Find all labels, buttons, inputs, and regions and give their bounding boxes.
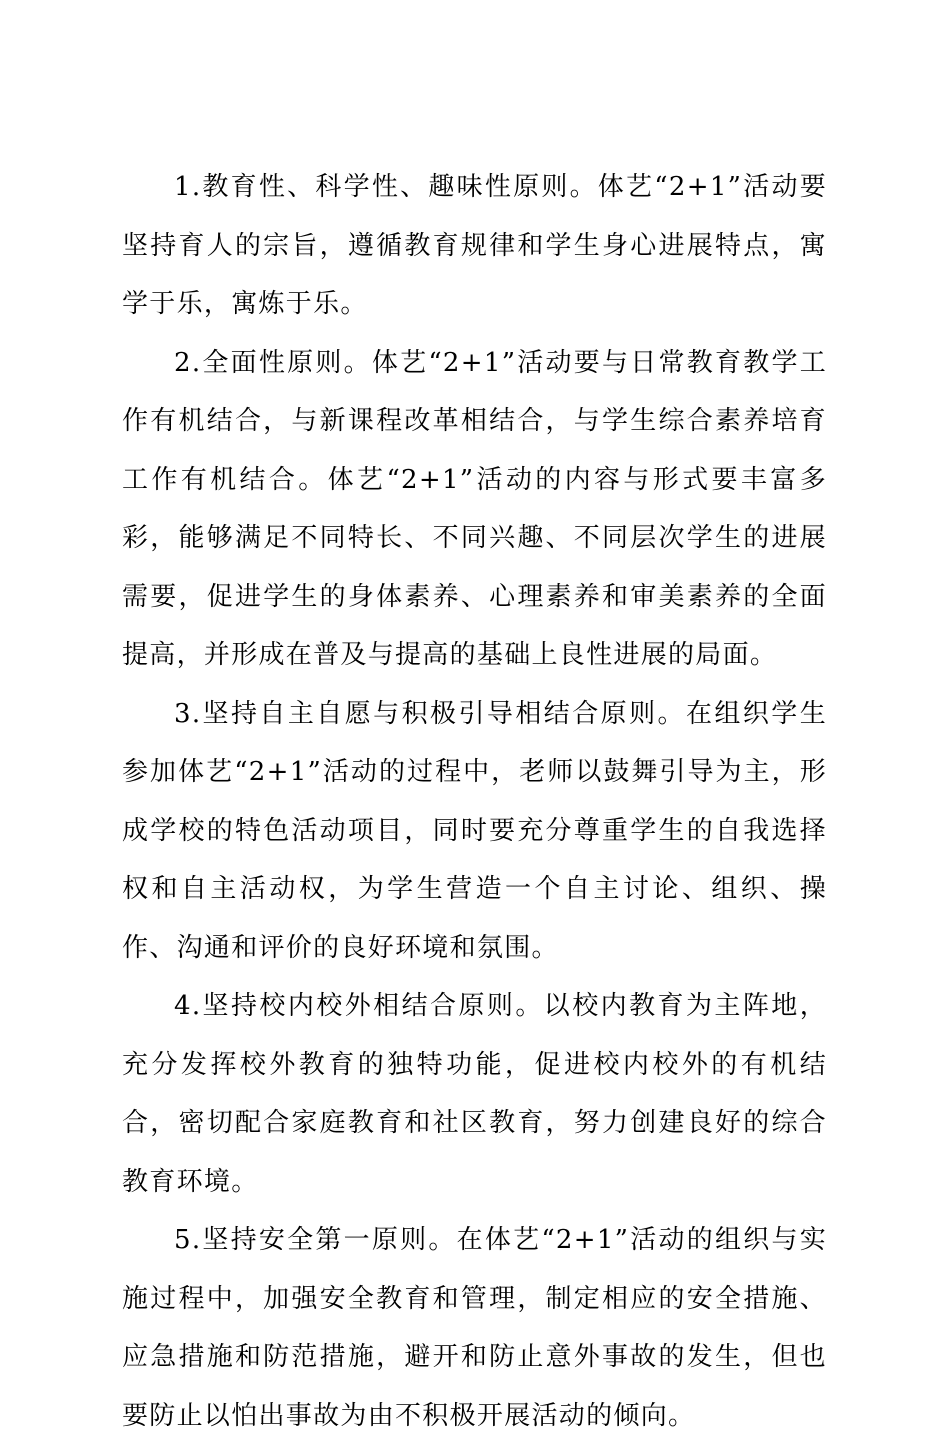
paragraph-principle-5: 5.坚持安全第一原则。在体艺“2+1”活动的组织与实施过程中，加强安全教育和管理，制定相应的安全措施、应急措施和防范措施，避开和防止意外事故的发生，但也要防止以怕出事故为由不积极开展活动的倾向。 [122, 1225, 827, 1431]
paragraph-principle-3: 3.坚持自主自愿与积极引导相结合原则。在组织学生参加体艺“2+1”活动的过程中，老师以鼓舞引导为主，形成学校的特色活动项目，同时要充分尊重学生的自我选择权和自主活动权，为学生营造一个自主讨论、组织、操作、沟通和评价的良好环境和氛围。 [122, 698, 827, 963]
paragraph-principle-4: 4.坚持校内校外相结合原则。以校内教育为主阵地，充分发挥校外教育的独特功能，促进校内校外的有机结合，密切配合家庭教育和社区教育，努力创建良好的综合教育环境。 [122, 991, 827, 1197]
paragraph-principle-2: 2.全面性原则。体艺“2+1”活动要与日常教育教学工作有机结合，与新课程改革相结合，与学生综合素养培育工作有机结合。体艺“2+1”活动的内容与形式要丰富多彩，能够满足不同特长、不同兴趣、不同层次学生的进展需要，促进学生的身体素养、心理素养和审美素养的全面提高，并形成在普及与提高的基础上良性进展的局面。 [122, 347, 827, 670]
document-body [122, 158, 827, 1445]
paragraph-principle-1: 1.教育性、科学性、趣味性原则。体艺“2+1”活动要坚持育人的宗旨，遵循教育规律和学生身心进展特点，寓学于乐，寓炼于乐。 [122, 172, 827, 319]
